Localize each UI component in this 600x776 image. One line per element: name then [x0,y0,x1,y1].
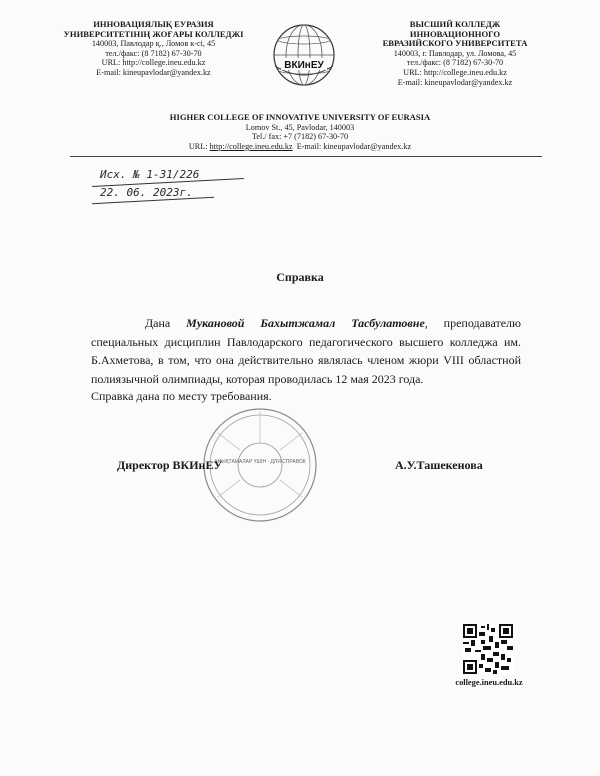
russian-address: 140003, г. Павлодар, ул. Ломова, 45 [393,48,517,58]
document-closing: Справка дана по месту требования. [91,389,272,403]
header-kazakh-block [36,20,271,78]
logo-text: ВКИнЕУ [284,60,324,71]
document-body [91,314,521,388]
russian-url: URL: http://college.ineu.edu.kz [403,67,507,77]
reference-date: 22. 06. 2023г. [100,186,193,199]
qr-code [463,624,513,674]
russian-name-line3: ЕВРАЗИЙСКОГО УНИВЕРСИТЕТА [382,38,528,49]
russian-email: E-mail: kineupavlodar@yandex.kz [397,77,513,87]
body-intro: Дана [145,316,187,330]
english-url-link[interactable]: http://college.ineu.edu.kz [209,141,293,151]
russian-phone: тел./факс: (8 7182) 67-30-70 [406,58,504,68]
kazakh-email: E-mail: kineupavlodar@yandex.kz [96,67,211,77]
header-english-block [150,113,450,151]
english-phone: Tel./ fax: +7 (7182) 67-30-70 [251,132,349,142]
signature-name: А.У.Ташекенова [395,458,483,472]
english-name: HIGHER COLLEGE OF INNOVATIVE UNIVERSITY OF EURASIA [169,112,431,122]
kazakh-url: URL: http://college.ineu.edu.kz [101,58,206,68]
college-logo [267,22,341,88]
kazakh-name-line2: УНИВЕРСИТЕТІНІҢ ЖОҒАРЫ КОЛЛЕДЖІ [63,28,244,39]
russian-name-line1: ВЫСШИЙ КОЛЛЕДЖ [409,19,501,29]
document-title: Справка [276,270,324,284]
footer-website: college.ineu.edu.kz [455,678,523,687]
qr-code-icon [463,624,513,674]
signature-title: Директор ВКИнЕУ [117,458,223,472]
header-divider [70,156,542,157]
globe-logo-icon [267,22,341,88]
header-russian-block [345,20,565,87]
reference-number: Исх. № 1-31/226 [100,168,200,181]
body-text: , преподавателю специальных дисциплин Павлодарского педагогического высшего колледжа им. Б.Ахметова, в том, что она действительно являлась членом жюри VIII областной полиязычной олимпиады, которая проводилась 12 мая 2023 года. [91,316,521,386]
person-name: Мукановой Бахытжамал Тасбулатовне [186,316,425,330]
english-email: E-mail: kineupavlodar@yandex.kz [296,141,412,151]
english-address: Lomov St., 45, Pavlodar, 140003 [245,122,355,132]
english-contact-line [150,142,450,152]
kazakh-name-line1: ИННОВАЦИЯЛЫҚ ЕУРАЗИЯ [93,19,214,29]
kazakh-address: 140003, Павлодар қ., Ломов к-сі, 45 [91,39,216,49]
kazakh-phone: тел./факс: (8 7182) 67-30-70 [105,48,202,58]
russian-name-line2: ИННОВАЦИОННОГО [409,28,501,39]
stamp-text: АНЫҚТАМАЛАР ҮШІН · ДЛЯ СПРАВОК [214,459,306,465]
english-url-label: URL: [188,141,208,151]
